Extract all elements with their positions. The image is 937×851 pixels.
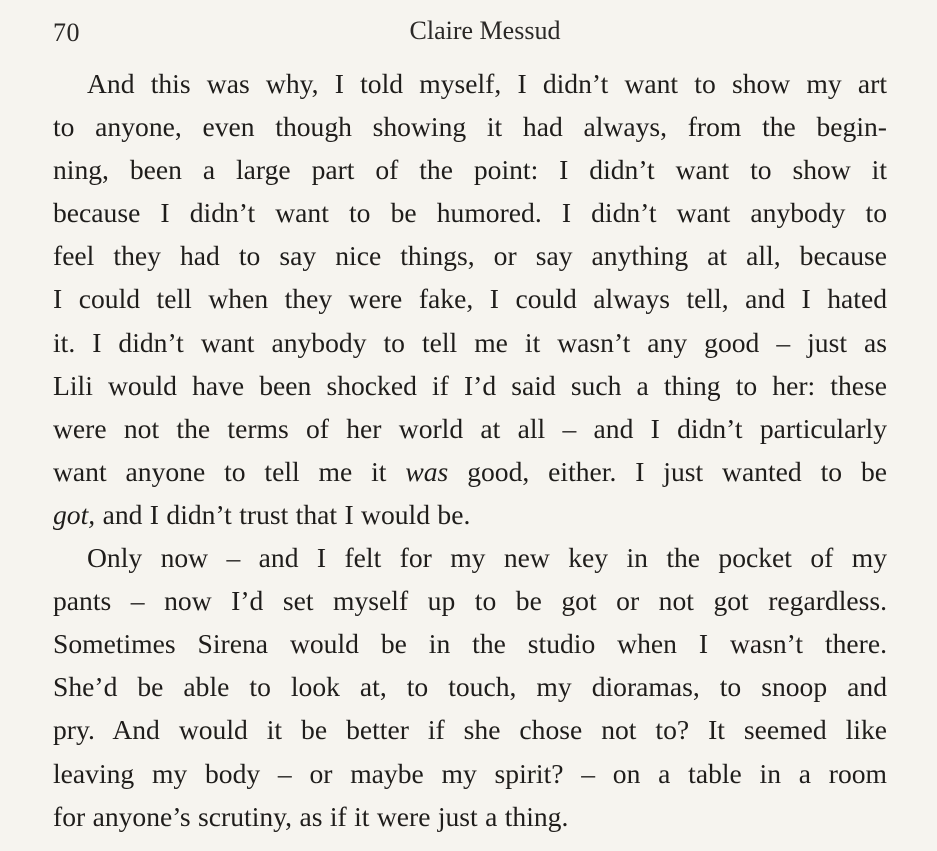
text-line: And this was why, I told myself, I didn’t want to show my art [87,68,887,99]
italic-word: was [405,455,449,487]
text-line: it. I didn’t want anybody to tell me it wasn’t any good – just as [53,326,887,358]
text-line: She’d be able to look at, to touch, my dioramas, to snoop and [53,671,887,703]
italic-word: got, [53,498,96,530]
text-line: Sometimes Sirena would be in the studio when I wasn’t there. [53,628,887,660]
text-line [53,493,887,536]
text-line: because I didn’t want to be humored. I didn’t want anybody to [53,197,887,229]
text-line: to anyone, even though showing it had always, from the begin- [53,111,887,143]
text-segment: good, either. I just wanted to be [448,455,887,487]
text-line: for anyone’s scrutiny, as if it were just a thing. [53,800,569,832]
text-line: were not the terms of her world at all – and I didn’t particularly [53,412,887,444]
body-text [53,62,887,838]
text-line: feel they had to say nice things, or say anything at all, because [53,240,887,272]
paragraph-2 [53,536,887,838]
text-line [53,450,887,493]
text-line: Lili would have been shocked if I’d said such a thing to her: these [53,369,887,401]
text-segment: and I didn’t trust that I would be. [95,498,471,530]
text-segment: want anyone to tell me it [53,455,406,487]
running-title: Claire Messud [409,16,561,45]
running-head [53,0,887,62]
text-line: pants – now I’d set myself up to be got or not got regardless. [53,585,887,617]
page-number: 70 [53,18,80,47]
text-line: pry. And would it be better if she chose not to? It seemed like [53,714,887,746]
text-line: I could tell when they were fake, I could always tell, and I hated [53,283,887,315]
text-line: ning, been a large part of the point: I didn’t want to show it [53,154,887,186]
text-line: Only now – and I felt for my new key in the pocket of my [87,542,887,574]
paragraph-1 [53,62,887,536]
text-line: leaving my body – or maybe my spirit? – on a table in a room [53,757,887,789]
